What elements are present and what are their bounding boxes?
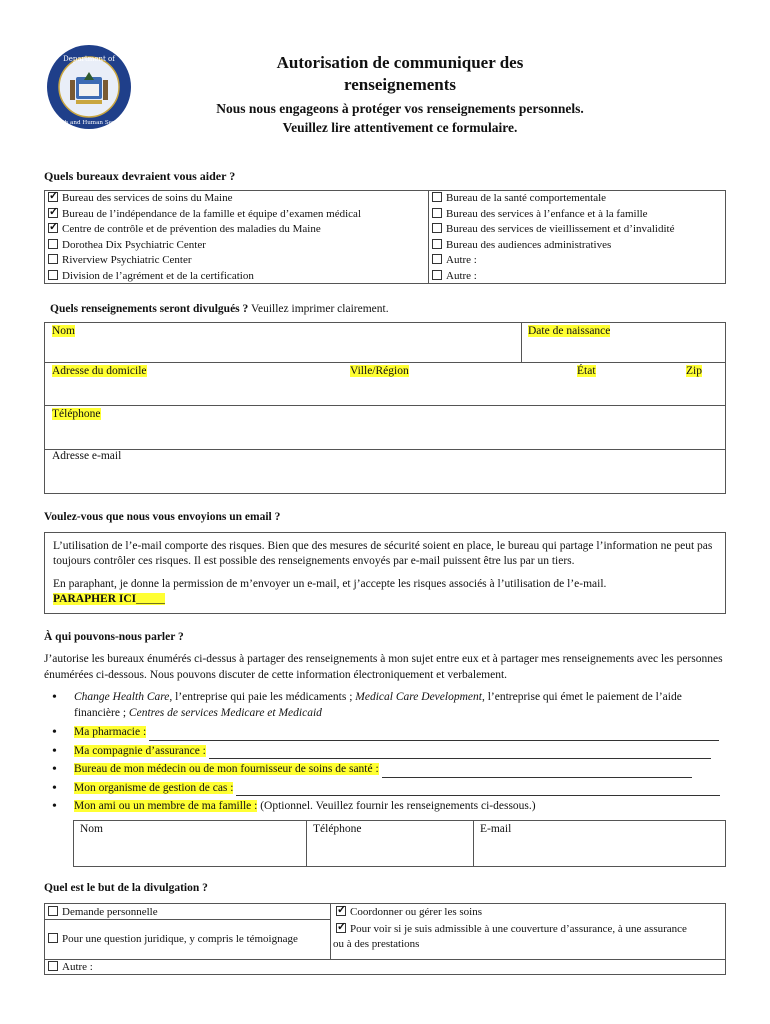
name-field[interactable]: Nom bbox=[52, 325, 75, 337]
checkbox[interactable] bbox=[48, 239, 58, 249]
checkbox[interactable] bbox=[48, 254, 58, 264]
checkbox[interactable] bbox=[48, 270, 58, 280]
office-option-label: Dorothea Dix Psychiatric Center bbox=[62, 238, 206, 251]
dob-field[interactable]: Date de naissance bbox=[528, 325, 611, 337]
purpose-checklist bbox=[44, 903, 726, 975]
friend-family-table bbox=[73, 820, 726, 867]
insurance-input[interactable] bbox=[209, 747, 711, 759]
maine-dhhs-seal bbox=[46, 44, 132, 130]
list-item-doctor: • Bureau de mon médecin ou de mon fournisseur de soins de santé : bbox=[50, 762, 730, 778]
office-option-left-3[interactable] bbox=[45, 238, 428, 254]
checkbox[interactable] bbox=[432, 270, 442, 280]
checkbox[interactable] bbox=[48, 208, 58, 218]
form-title: Autorisation de communiquer des renseignements bbox=[276, 53, 524, 94]
phone-field[interactable]: Téléphone bbox=[52, 408, 101, 420]
checkbox[interactable] bbox=[432, 239, 442, 249]
office-option-label: Division de l’agrément et de la certification bbox=[62, 269, 254, 282]
contacts-intro: J’autorise les bureaux énumérés ci-dessus à partager des renseignements à mon sujet entre eux et à partager mes renseignements avec les personnes énumérées ci-dessous. Nous pouvons discuter de cette information électroniquement et verbalement. bbox=[44, 653, 723, 681]
office-option-label: Autre : bbox=[446, 269, 477, 282]
office-option-right-4[interactable] bbox=[429, 253, 725, 269]
office-option-label: Bureau des audiences administratives bbox=[446, 238, 612, 251]
office-option-label: Centre de contrôle et de prévention des maladies du Maine bbox=[62, 223, 321, 235]
list-item-pharmacy: • Ma pharmacie : bbox=[50, 725, 730, 741]
pharmacy-input[interactable] bbox=[149, 729, 719, 741]
form-subtitle: Nous nous engageons à protéger vos renseignements personnels. Veuillez lire attentivement ce formulaire. bbox=[216, 101, 584, 135]
office-option-label: Bureau des services de vieillissement et d’invalidité bbox=[446, 223, 675, 235]
seal-text-top: Department of bbox=[63, 55, 115, 63]
info-row-address bbox=[45, 363, 725, 406]
email-address-field[interactable]: Adresse e-mail bbox=[52, 450, 122, 462]
checkbox[interactable] bbox=[432, 208, 442, 218]
city-field[interactable]: Ville/Région bbox=[350, 365, 409, 377]
checkbox[interactable] bbox=[432, 223, 442, 233]
friend-email-field[interactable]: E-mail bbox=[480, 823, 512, 835]
offices-question: Quels bureaux devraient vous aider ? bbox=[44, 169, 236, 183]
purpose-question: Quel est le but de la divulgation ? bbox=[44, 882, 208, 894]
office-option-right-1[interactable] bbox=[429, 207, 725, 223]
email-consent-box bbox=[44, 532, 726, 614]
checkbox[interactable] bbox=[48, 192, 58, 202]
checkbox[interactable] bbox=[432, 192, 442, 202]
contacts-question: À qui pouvons-nous parler ? bbox=[44, 631, 184, 643]
checkbox[interactable] bbox=[48, 223, 58, 233]
checkbox[interactable] bbox=[48, 961, 58, 971]
purpose-eligibility[interactable]: ✓Pour voir si je suis admissible à une couverture d’assurance, à une assurance ou à des prestations bbox=[333, 922, 725, 952]
info-row-name bbox=[45, 323, 725, 363]
list-item-organizations: • Change Health Care, l’entreprise qui paie les médicaments ; Medical Care Development, l’entreprise qui émet le paiement de l’aide financière ; Centres de services Medicare et Medicaid bbox=[50, 690, 730, 721]
seal-text-bottom: Health and Human Services bbox=[49, 120, 129, 126]
checkbox[interactable] bbox=[48, 906, 58, 916]
doctor-input[interactable] bbox=[382, 766, 692, 778]
info-grid bbox=[44, 322, 726, 494]
office-option-right-5[interactable] bbox=[429, 269, 725, 285]
case-management-input[interactable] bbox=[236, 784, 720, 796]
office-option-left-1[interactable] bbox=[45, 207, 428, 223]
email-permission-text: En paraphant, je donne la permission de m’envoyer un e-mail, et j’accepte les risques associés à l’utilisation de l’e-mail. bbox=[53, 578, 607, 590]
office-option-label: Autre : bbox=[446, 254, 477, 266]
checkbox[interactable] bbox=[336, 923, 346, 933]
list-item-case-management: • Mon organisme de gestion de cas : bbox=[50, 781, 730, 797]
state-field[interactable]: État bbox=[577, 365, 596, 377]
offices-left-column bbox=[45, 191, 429, 283]
office-option-left-0[interactable] bbox=[45, 191, 428, 207]
checkbox[interactable] bbox=[336, 906, 346, 916]
purpose-coordinate-care[interactable]: ✓Coordonner ou gérer les soins bbox=[333, 905, 482, 920]
office-option-left-4[interactable] bbox=[45, 253, 428, 269]
office-option-label: Riverview Psychiatric Center bbox=[62, 254, 192, 266]
office-option-label: Bureau des services à l’enfance et à la famille bbox=[446, 207, 648, 220]
friend-name-field[interactable]: Nom bbox=[74, 821, 307, 866]
purpose-other[interactable]: Autre : bbox=[45, 960, 93, 975]
office-option-left-2[interactable] bbox=[45, 222, 428, 238]
info-row-phone bbox=[45, 406, 725, 450]
friend-phone-field[interactable]: Téléphone bbox=[307, 821, 474, 866]
title-block bbox=[150, 52, 650, 137]
info-row-email bbox=[45, 450, 725, 494]
office-option-right-0[interactable] bbox=[429, 191, 725, 207]
purpose-personal-request[interactable]: Demande personnelle bbox=[45, 905, 158, 920]
checkbox[interactable] bbox=[432, 254, 442, 264]
list-item-friend-family: • Mon ami ou un membre de ma famille : (Optionnel. Veuillez fournir les renseignements ci-dessous.) bbox=[50, 799, 730, 815]
list-item-insurance: • Ma compagnie d’assurance : bbox=[50, 744, 730, 760]
email-risk-text: L’utilisation de l’e-mail comporte des risques. Bien que des mesures de sécurité soient en place, le bureau qui partage l’information ne peut pas toujours contrôler ces risques. Il est possible des renseignements envoyés par e-mail puissent être lus par un tiers. bbox=[53, 540, 713, 567]
info-question: Quels renseignements seront divulgués ? Veuillez imprimer clairement. bbox=[50, 303, 389, 315]
office-option-left-5[interactable] bbox=[45, 269, 428, 285]
office-option-right-2[interactable] bbox=[429, 222, 725, 238]
address-field[interactable]: Adresse du domicile bbox=[52, 365, 147, 377]
office-option-label: Bureau des services de soins du Maine bbox=[62, 192, 233, 204]
office-option-label: Bureau de la santé comportementale bbox=[446, 192, 607, 204]
offices-checklist bbox=[44, 190, 726, 284]
offices-right-column bbox=[429, 191, 725, 283]
zip-field[interactable]: Zip bbox=[686, 365, 702, 377]
purpose-legal[interactable]: Pour une question juridique, y compris le témoignage bbox=[45, 932, 298, 947]
office-option-right-3[interactable] bbox=[429, 238, 725, 254]
email-question: Voulez-vous que nous vous envoyions un email ? bbox=[44, 511, 281, 523]
checkbox[interactable] bbox=[48, 933, 58, 943]
contacts-list bbox=[50, 690, 730, 819]
initial-here-field[interactable]: PARAPHER ICI_____ bbox=[53, 593, 165, 605]
office-option-label: Bureau de l’indépendance de la famille et équipe d’examen médical bbox=[62, 207, 361, 220]
